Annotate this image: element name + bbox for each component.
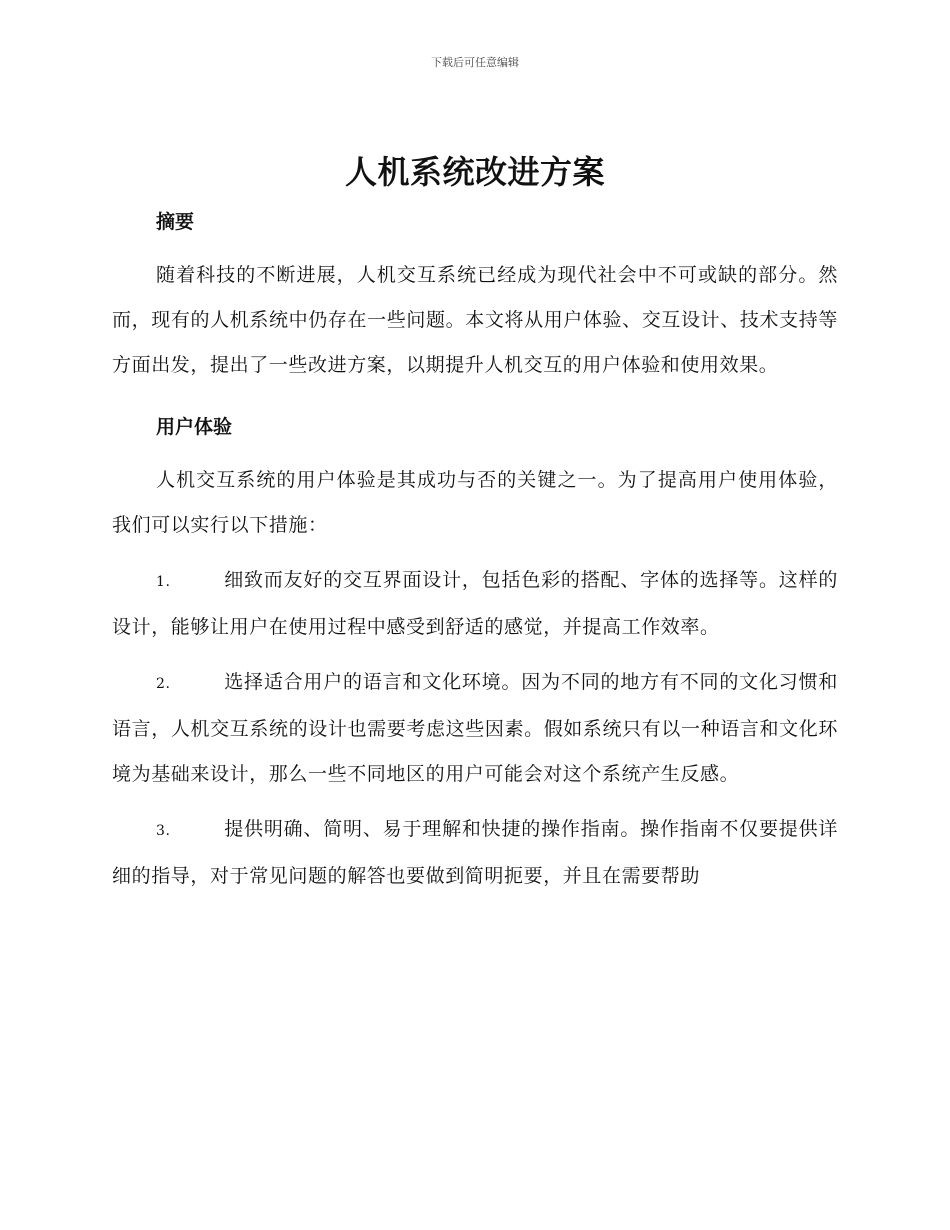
spacer	[112, 388, 838, 408]
user-experience-intro: 人机交互系统的用户体验是其成功与否的关键之一。为了提高用户使用体验，我们可以实行以下措施：	[112, 469, 838, 536]
list-item-number: 1.	[156, 574, 171, 590]
list-item-text: 选择适合用户的语言和文化环境。因为不同的地方有不同的文化习惯和语言，人机交互系统的设计也需要考虑这些因素。假如系统只有以一种语言和文化环境为基础来设计，那么一些不同地区的用户可能会对这个系统产生反感。	[112, 671, 838, 785]
list-item	[112, 660, 838, 797]
list-item	[112, 807, 838, 899]
spacer	[112, 650, 838, 660]
document-body	[112, 203, 838, 899]
spacer	[112, 797, 838, 807]
list-item-number: 2.	[156, 676, 171, 692]
page-title: 人机系统改进方案	[344, 153, 605, 191]
user-experience-heading: 用户体验	[156, 416, 233, 438]
list-item-number: 3.	[156, 823, 171, 839]
spacer	[112, 446, 838, 458]
list-item-text: 提供明确、简明、易于理解和快捷的操作指南。操作指南不仅要提供详细的指导，对于常见问题的解答也要做到简明扼要，并且在需要帮助	[112, 818, 838, 887]
abstract-paragraph: 随着科技的不断进展，人机交互系统已经成为现代社会中不可或缺的部分。然而，现有的人机系统中仍存在一些问题。本文将从用户体验、交互设计、技术支持等方面出发，提出了一些改进方案，以期提升人机交互的用户体验和使用效果。	[112, 264, 838, 376]
spacer	[112, 548, 838, 558]
list-item	[112, 558, 838, 650]
spacer	[112, 241, 838, 253]
abstract-heading: 摘要	[156, 211, 195, 233]
header-note: 下载后可任意编辑	[431, 56, 519, 69]
list-item-text: 细致而友好的交互界面设计，包括色彩的搭配、字体的选择等。这样的设计，能够让用户在使用过程中感受到舒适的感觉，并提高工作效率。	[112, 569, 838, 638]
